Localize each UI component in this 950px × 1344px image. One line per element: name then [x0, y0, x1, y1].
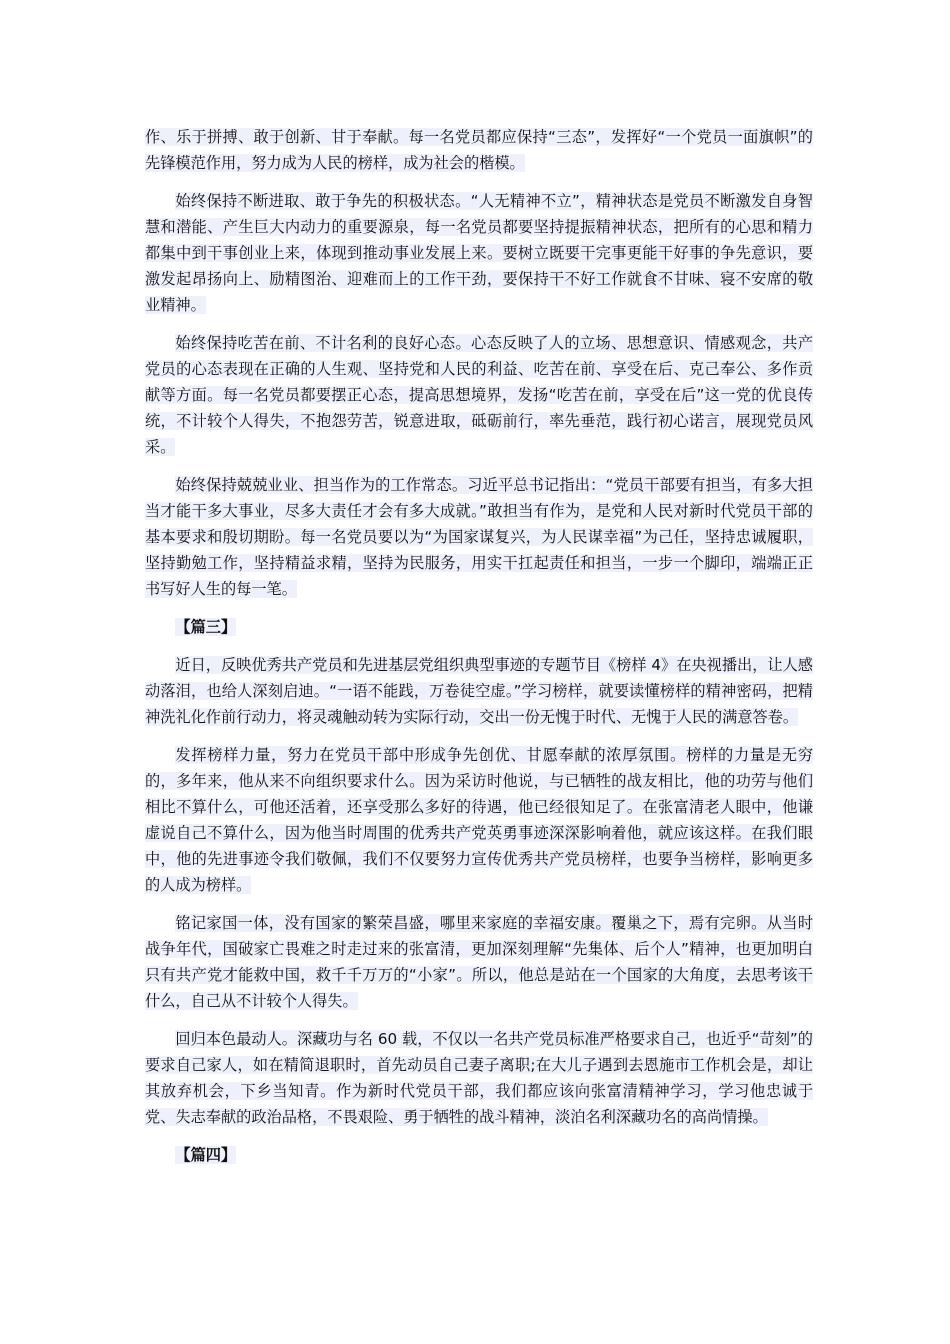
paragraph-true-color [145, 1026, 813, 1130]
section-heading-4 [145, 1142, 813, 1168]
paragraph-continuation [145, 124, 813, 176]
paragraph-text: 回归本色最动人。深藏功与名 60 载，不仅以一名共产党员标准严格要求自己，也近乎“苛刻”的要求自己家人，如在精简退职时，首先动员自己妻子离职;在大儿子遇到去恩施市工作机会是，却让其放弃机会，下乡当知青。作为新时代党员干部，我们都应该向张富清精神学习，学习他忠诚于党、失志奉献的政治品格，不畏艰险、勇于牺牲的战斗精神，淡泊名利深藏功名的高尚情操。 [145, 1030, 813, 1126]
paragraph-family-nation [145, 910, 813, 1014]
section-heading-3 [145, 614, 813, 640]
paragraph-text: 铭记家国一体，没有国家的繁荣昌盛，哪里来家庭的幸福安康。覆巢之下，焉有完卵。从当时战争年代，国破家亡畏难之时走过来的张富清，更加深刻理解“先集体、后个人”精神，也更加明白只有共产党才能救中国，救千千万万的“小家”。所以，他总是站在一个国家的大角度，去思考该干什么，自己从不计较个人得失。 [145, 914, 813, 1010]
paragraph-spirit-state [145, 188, 813, 318]
heading-text: 【篇三】 [175, 618, 237, 636]
paragraph-text: 始终保持吃苦在前、不计名利的良好心态。心态反映了人的立场、思想意识、情感观念，共产党员的心态表现在正确的人生观、坚持党和人民的利益、吃苦在前、享受在后、克己奉公、多作贡献等方面。每一名党员都要摆正心态，提高思想境界，发扬“吃苦在前，享受在后”这一党的优良传统，不计较个人得失，不抱怨劳苦，锐意进取，砥砺前行，率先垂范，践行初心诺言，展现党员风采。 [145, 334, 813, 456]
paragraph-work-normal [145, 472, 813, 602]
document-page [145, 124, 813, 1180]
heading-text: 【篇四】 [175, 1146, 237, 1164]
paragraph-mindset [145, 330, 813, 460]
paragraph-text: 近日，反映优秀共产党员和先进基层党组织典型事迹的专题节目《榜样 4》在央视播出，让人感动落泪，也给人深刻启迪。“一语不能践，万卷徒空虚。”学习榜样，就要读懂榜样的精神密码，把精神洗礼化作前行动力，将灵魂触动转为实际行动，交出一份无愧于时代、无愧于人民的满意答卷。 [145, 656, 813, 726]
paragraph-text: 始终保持不断进取、敢于争先的积极状态。“人无精神不立”，精神状态是党员不断激发自身智慧和潜能、产生巨大内动力的重要源泉，每一名党员都要坚持提振精神状态，把所有的心思和精力都集中到干事创业上来，体现到推动事业发展上来。要树立既要干完事更能干好事的争先意识，要激发起昂扬向上、励精图治、迎难而上的工作干劲，要保持干不好工作就食不甘味、寝不安席的敬业精神。 [145, 192, 813, 314]
paragraph-role-model [145, 652, 813, 730]
paragraph-text: 发挥榜样力量，努力在党员干部中形成争先创优、甘愿奉献的浓厚氛围。榜样的力量是无穷的，多年来，他从来不向组织要求什么。因为采访时他说，与已牺牲的战友相比，他的功劳与他们相比不算什么，可他还活着，还享受那么多好的待遇，他已经很知足了。在张富清老人眼中，他谦虚说自己不算什么，因为他当时周围的优秀共产党英勇事迹深深影响着他，就应该这样。在我们眼中，他的先进事迹令我们敬佩，我们不仅要努力宣传优秀共产党员榜样，也要争当榜样，影响更多的人成为榜样。 [145, 746, 813, 894]
paragraph-text: 作、乐于拼搏、敢于创新、甘于奉献。每一名党员都应保持“三态”，发挥好“一个党员一面旗帜”的先锋模范作用，努力成为人民的榜样，成为社会的楷模。 [145, 128, 813, 172]
paragraph-role-model-power [145, 742, 813, 898]
paragraph-text: 始终保持兢兢业业、担当作为的工作常态。习近平总书记指出：“党员干部要有担当，有多大担当才能干多大事业，尽多大责任才会有多大成就。”敢担当有作为，是党和人民对新时代党员干部的基本要求和殷切期盼。每一名党员要以为“为国家谋复兴，为人民谋幸福”为己任，坚持忠诚履职，坚持勤勉工作，坚持精益求精，坚持为民服务，用实干扛起责任和担当，一步一个脚印，端端正正书写好人生的每一笔。 [145, 476, 813, 598]
